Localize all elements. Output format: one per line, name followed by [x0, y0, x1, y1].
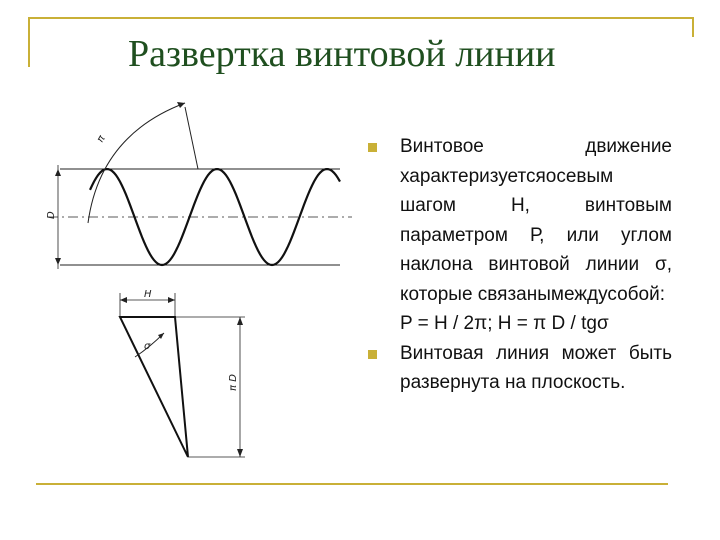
bullet-formula: P = H / 2π; H = π D / tgσ: [400, 313, 609, 334]
bullet-list: [368, 132, 672, 398]
unroll-arc: [88, 103, 185, 223]
development-triangle: [120, 317, 188, 457]
frame-top-line: [28, 17, 693, 19]
bullet-square-icon: [368, 350, 377, 359]
helix-drawing: [40, 95, 360, 470]
circumference-label: π D: [228, 374, 239, 391]
frame-left-line: [28, 17, 30, 67]
angle-label: σ: [144, 341, 151, 352]
diameter-label: D: [46, 211, 57, 219]
frame-bottom-line: [36, 483, 668, 485]
bullet-text-1: Винтовое движение характеризуетсяосевым шагом Н, винтовым параметром Р, или углом наклона винтовой линии σ, которые связанымеждусобой:: [400, 136, 672, 305]
frame-right-tick: [692, 17, 694, 37]
bullet-item-1: [368, 132, 672, 339]
bullet-square-icon: [368, 143, 377, 152]
slide-title: Развертка винтовой линии: [128, 33, 556, 75]
bullet-item-2: [368, 339, 672, 398]
unroll-leader-line: [185, 107, 198, 169]
helix-development-figure: [40, 95, 360, 470]
unroll-arc-arrow: [177, 102, 185, 108]
arc-label: π: [95, 133, 108, 145]
pitch-label: H: [144, 289, 152, 300]
bullet-text-2: Винтовая линия может быть развернута на плоскость.: [400, 342, 672, 393]
